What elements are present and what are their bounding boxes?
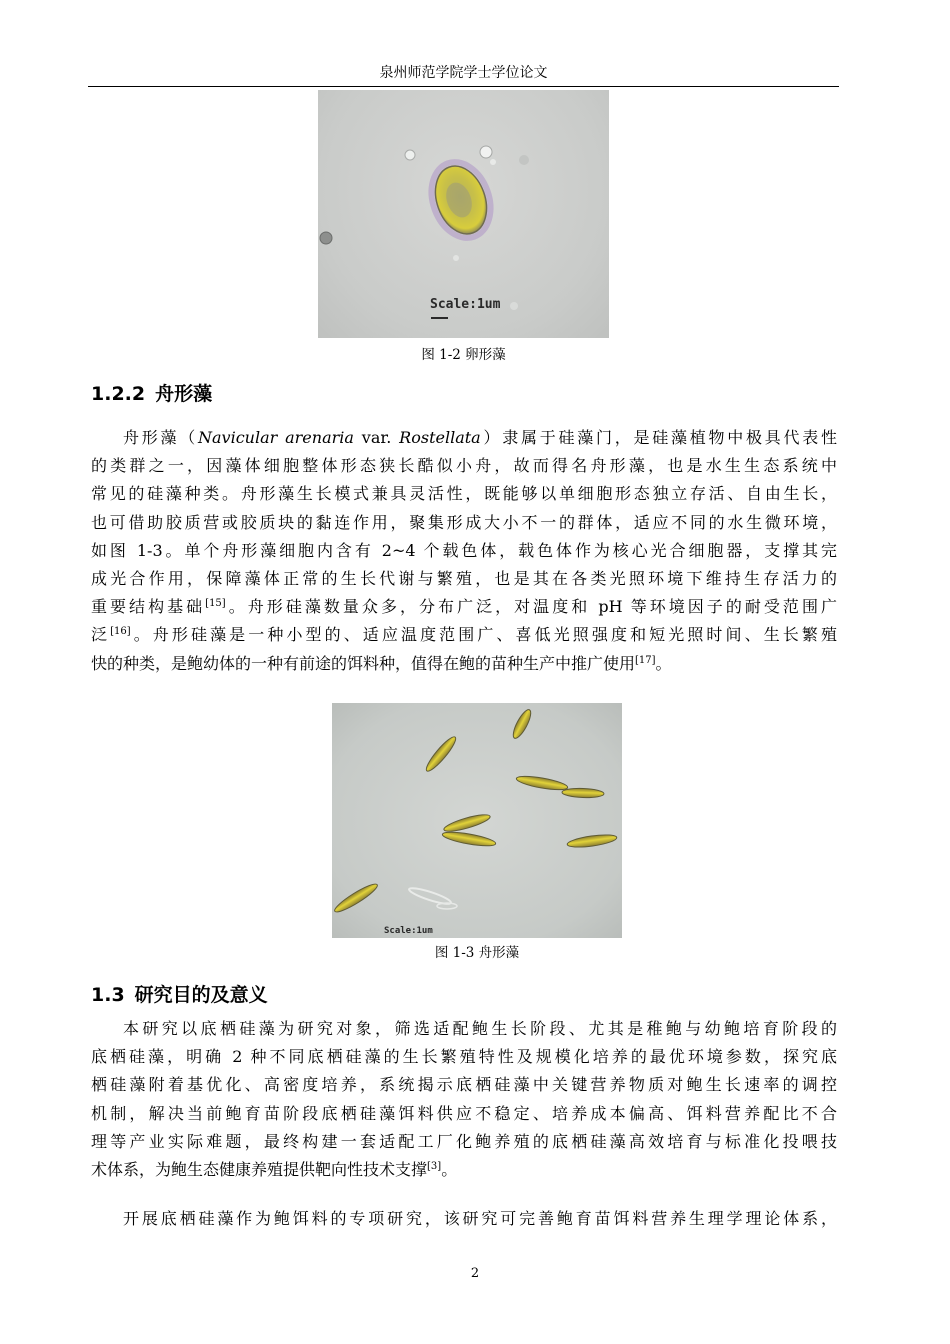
bubble <box>510 302 518 310</box>
text-line: 常见的硅藻种类。舟形藻生长模式兼具灵活性，既能够以单细胞形态独立存活、自由生长， <box>91 484 837 504</box>
paragraph-research-purpose <box>91 1015 837 1184</box>
section-number: 1.2.2 <box>91 383 146 405</box>
header-rule <box>88 86 839 87</box>
navicula-cell <box>442 829 497 848</box>
bubble <box>519 155 529 165</box>
text-line: 机制，解决当前鲍育苗阶段底栖硅藻饵料供应不稳定、培养成本偏高、饵料营养配比不合 <box>91 1103 837 1123</box>
figure-micrograph-navicula <box>332 703 622 938</box>
text-line: 泛[16]。舟形硅藻是一种小型的、适应温度范围广、喜低光照强度和短光照时间、生长繁殖 <box>91 625 837 645</box>
figure-micrograph-oval-diatom <box>318 90 609 338</box>
navicula-cell <box>423 734 459 774</box>
running-header: 泉州师范学院学士学位论文 <box>379 65 548 81</box>
bubble <box>405 150 415 160</box>
section-heading <box>91 382 212 406</box>
scale-label: Scale:1um <box>384 926 433 936</box>
navicula-image <box>332 703 622 938</box>
figure-caption: 图 1-3 舟形藻 <box>434 945 520 961</box>
text-line: 如图 1-3。单个舟形藻细胞内含有 2~4 个载色体，载色体作为核心光合细胞器，支撑其完 <box>91 540 837 560</box>
citation: [3] <box>427 1160 442 1172</box>
section-number: 1.3 <box>91 984 125 1006</box>
text-line: 重要结构基础[15]。舟形硅藻数量众多，分布广泛，对温度和 pH 等环境因子的耐受范围广 <box>91 597 837 617</box>
navicula-cell <box>562 788 604 798</box>
scientific-name: Navicular arenaria <box>198 428 354 447</box>
text-line: 舟形藻（Navicular arenaria var. Rostellata）隶属于硅藻门，是硅藻植物中极具代表性 <box>123 428 837 447</box>
text-line: 理等产业实际难题，最终构建一套适配工厂化鲍养殖的底栖硅藻高效培育与标准化投喂技 <box>91 1131 837 1151</box>
text-line: 快的种类，是鲍幼体的一种有前途的饵料种，值得在鲍的苗种生产中推广使用[17]。 <box>91 653 672 673</box>
citation: [17] <box>635 654 656 666</box>
text-line: 本研究以底栖硅藻为研究对象，筛选适配鲍生长阶段、尤其是稚鲍与幼鲍培育阶段的 <box>123 1019 837 1038</box>
navicula-cell <box>443 812 492 835</box>
bubble <box>453 255 459 261</box>
text-line: 成光合作用，保障藻体正常的生长代谢与繁殖，也是其在各类光照环境下维持生存活力的 <box>91 568 837 588</box>
section-title: 舟形藻 <box>155 383 213 405</box>
bubble <box>480 146 492 158</box>
bubble <box>490 159 496 165</box>
citation: [15] <box>205 598 226 610</box>
scientific-name: Rostellata <box>399 428 481 447</box>
citation: [16] <box>110 626 131 638</box>
paragraph-research-significance <box>91 1205 837 1233</box>
page-number: 2 <box>470 1266 480 1281</box>
section-title: 研究目的及意义 <box>134 984 268 1006</box>
text-line: 的类群之一，因藻体细胞整体形态狭长酷似小舟，故而得名舟形藻，也是水生生态系统中 <box>91 456 837 476</box>
bubble <box>320 232 332 244</box>
navicula-cell <box>516 774 569 793</box>
scale-label: Scale:1um <box>430 297 501 312</box>
section-heading <box>91 983 268 1007</box>
text-line: 栖硅藻附着基优化、高密度培养，系统揭示底栖硅藻中关键营养物质对鲍生长速率的调控 <box>91 1075 837 1095</box>
figure-caption: 图 1-2 卵形藻 <box>421 347 506 363</box>
navicula-cell <box>332 881 380 916</box>
oval-diatom-image <box>318 90 609 338</box>
paragraph-navicula <box>91 424 837 678</box>
text-line: 底栖硅藻，明确 2 种不同底栖硅藻的生长繁殖特性及规模化培养的最优环境参数，探究底 <box>91 1047 837 1067</box>
navicula-cell <box>510 708 534 741</box>
navicula-cell <box>567 833 618 850</box>
text-line: 术体系，为鲍生态健康养殖提供靶向性技术支撑[3]。 <box>91 1159 458 1179</box>
text-line: 也可借助胶质营或胶质块的黏连作用，聚集形成大小不一的群体，适应不同的水生微环境， <box>91 512 837 532</box>
text-line: 开展底栖硅藻作为鲍饵料的专项研究，该研究可完善鲍育苗饵料营养生理学理论体系， <box>123 1209 837 1228</box>
